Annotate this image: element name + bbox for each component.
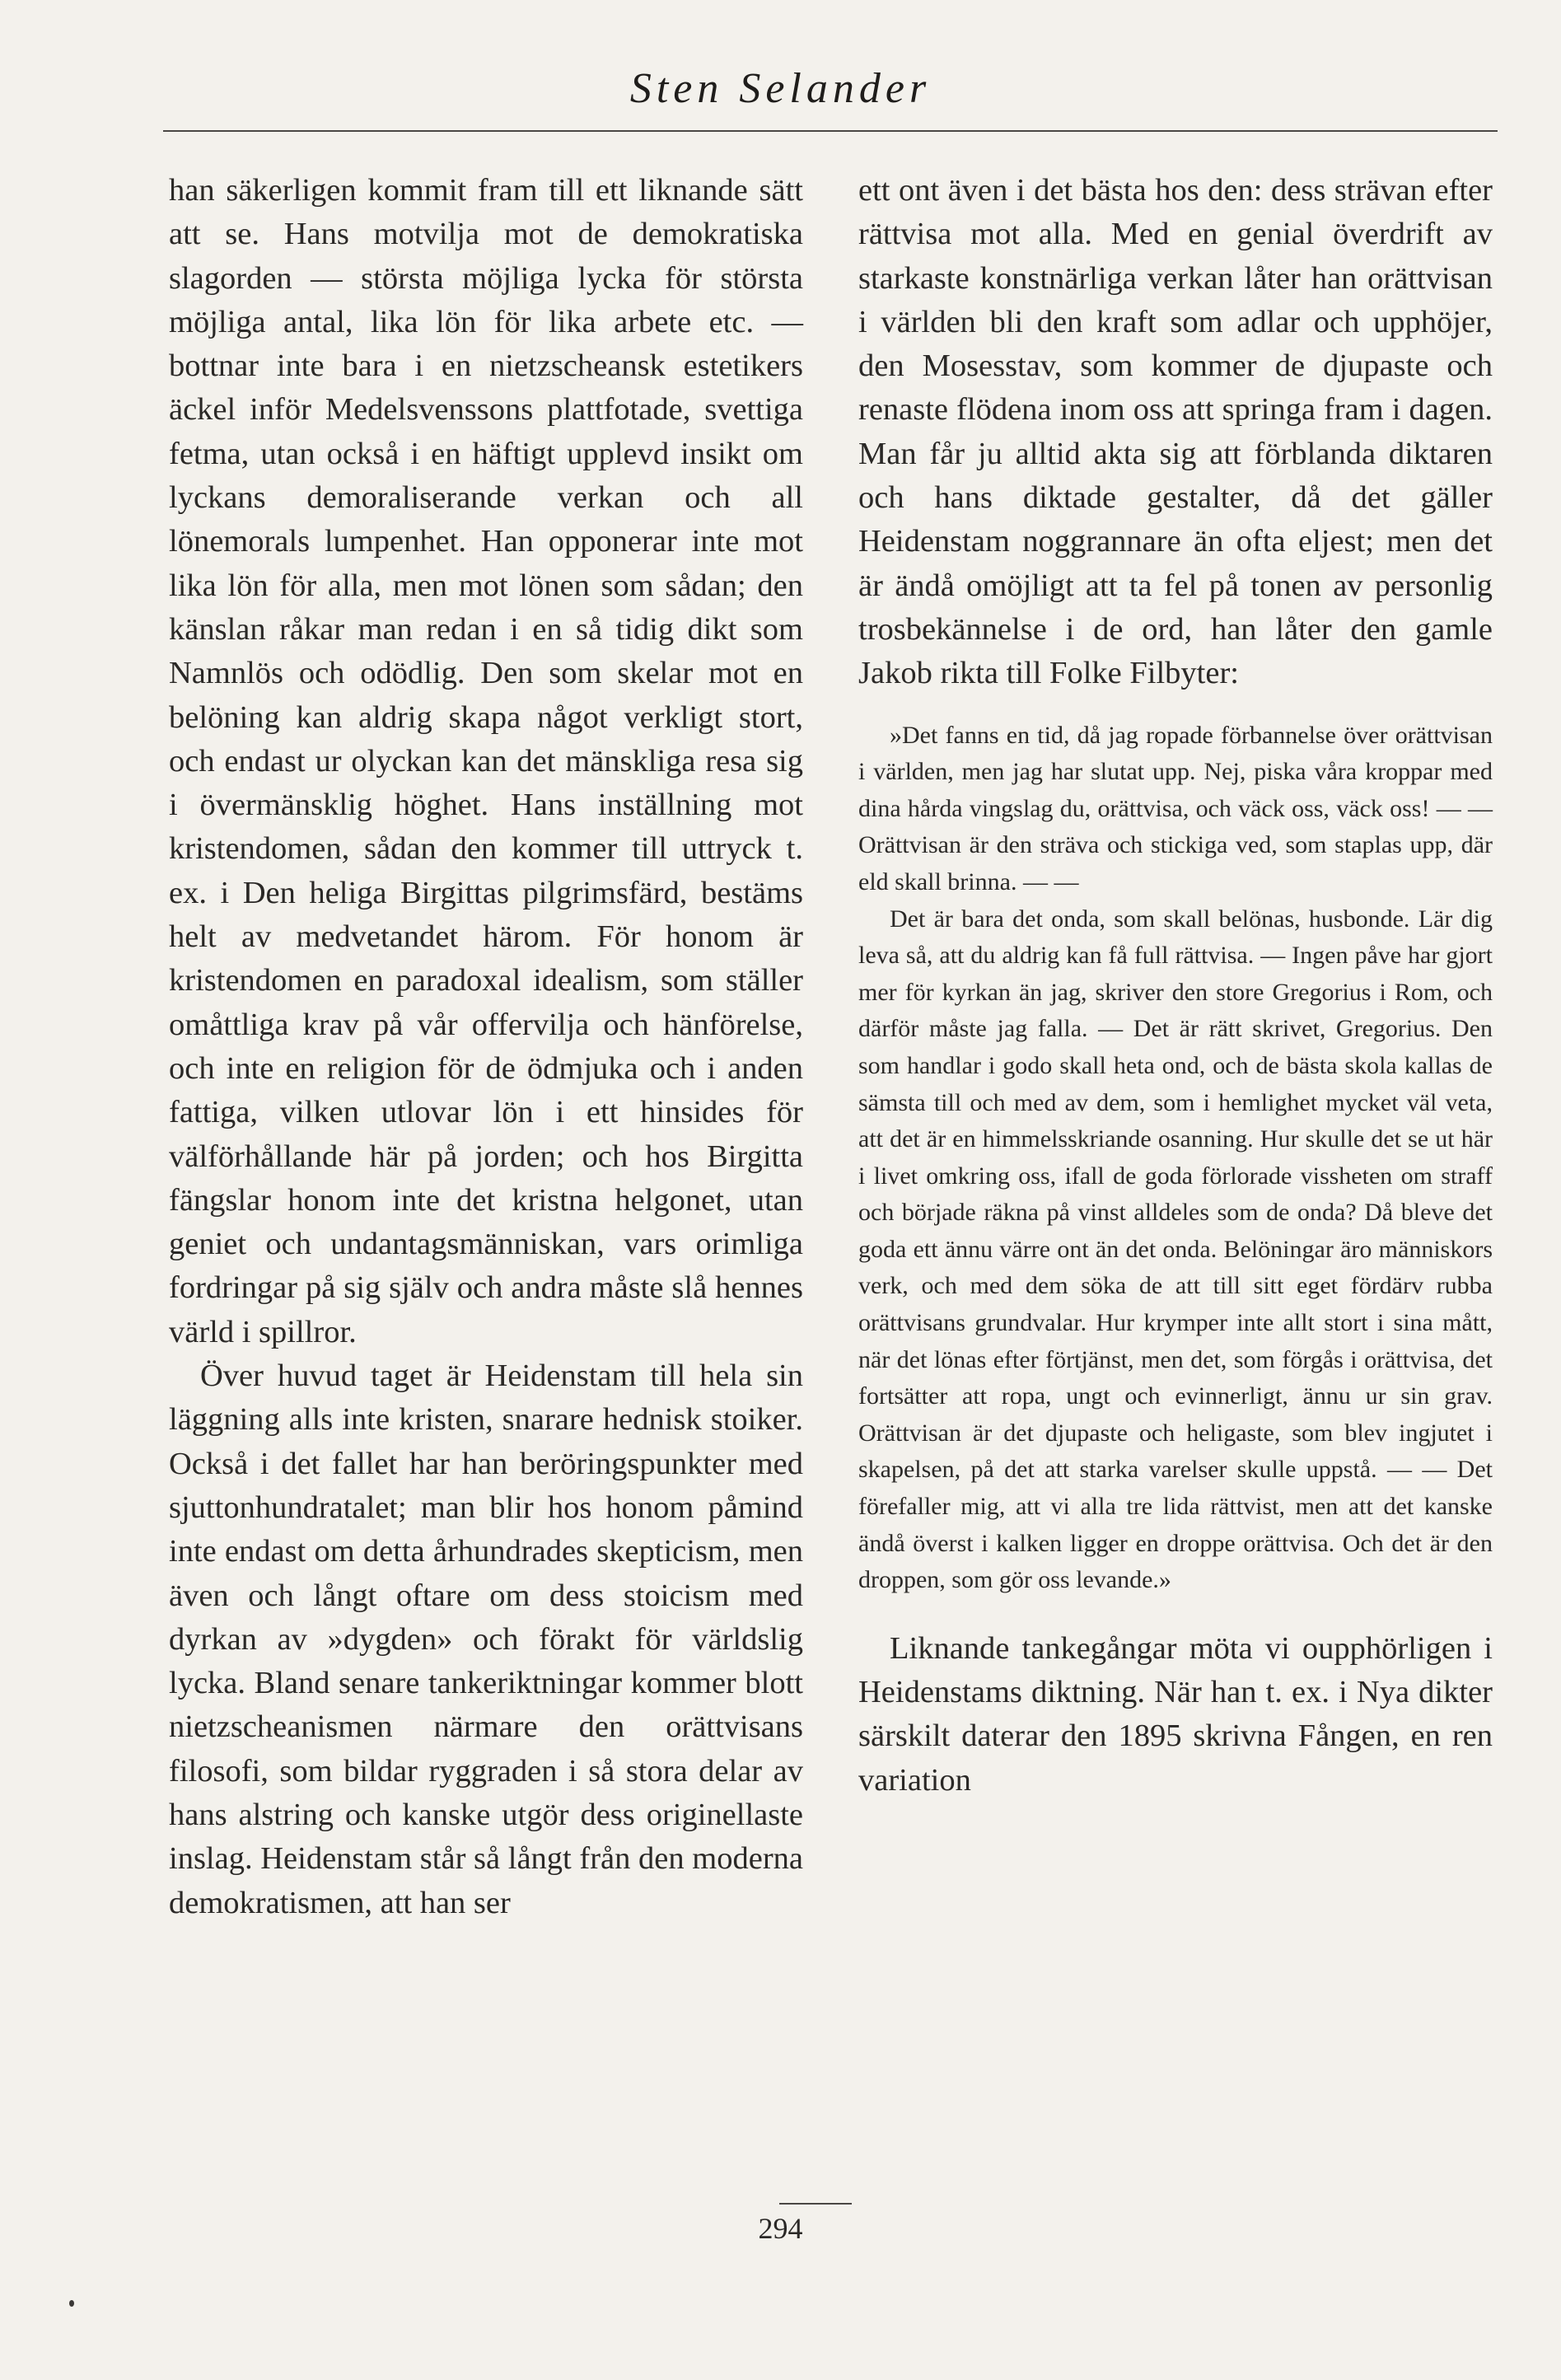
header-rule: [163, 130, 1498, 132]
quote-paragraph-2: Det är bara det onda, som skall belönas, husbonde. Lär dig leva så, att du aldrig kan få full rättvisa. — Ingen påve har gjort mer för kyrkan än jag, skriver den store Gregorius i Rom, och därför måste jag falla. — Det är rätt skrivet, Gregorius. Den som handlar i godo skall heta ond, och de bästa skola kallas de sämsta till och med av dem, som i hemlighet mycket väl veta, att det är en himmelsskriande osanning. Hur skulle det se ut här i livet omkring oss, ifall de goda förlorade vissheten om straff och började räkna på vinst alldeles som de onda? Då bleve det goda ett ännu värre ont än det onda. Belöningar äro människors verk, och med dem söka de att till sitt eget fördärv rubba orättvisans grundvalar. Hur krymper inte allt stort i sina mått, när det lönas efter förtjänst, men det, som förgås i orättvisa, det fortsätter att ropa, ungt och evinnerligt, ännu ur sin grav. Orättvisan är det djupaste och heligaste, som blev ingjutet i skapelsen, på det att starka varelser skulle uppstå. — — Det förefaller mig, att vi alla tre lida rättvist, men att det kanske ändå överst i kalken ligger en droppe orättvisa. Och det är den droppen, som gör oss levande.»: [858, 905, 1493, 1594]
running-header: Sten Selander: [629, 65, 932, 112]
left-column: [169, 169, 803, 1925]
quote-paragraph-1: »Det fanns en tid, då jag ropade förbannelse över orättvisan i världen, men jag har slutat upp. Nej, piska våra kroppar med dina hårda vingslag du, orättvisa, och väck oss, väck oss! — — Orättvisan är den sträva och stickiga ved, som staplas upp, där eld skall brinna. — —: [858, 721, 1493, 895]
right-closing-paragraph: Liknande tankegångar möta vi oupphörligen i Heidenstams diktning. När han t. ex. i Nya dikter särskilt daterar den 1895 skrivna Fången, en ren variation: [858, 1630, 1493, 1798]
block-quote: [858, 718, 1493, 1599]
right-intro-paragraph: ett ont även i det bästa hos den: dess strävan efter rättvisa mot alla. Med en genial överdrift av starkaste konstnärliga verkan låter han orättvisan i världen bli den kraft som adlar och upphöjer, den Mosesstav, som kommer de djupaste och renaste flödena inom oss att springa fram i dagen. Man får ju alltid akta sig att förblanda diktaren och hans diktade gestalter, då det gäller Heidenstam noggrannare än ofta eljest; men det är ändå omöjligt att ta fel på tonen av personlig trosbekännelse i de ord, han låter den gamle Jakob rikta till Folke Filbyter:: [858, 173, 1493, 691]
left-paragraph-1: han säkerligen kommit fram till ett liknande sätt att se. Hans motvilja mot de demokratiska slagorden — största möjliga lycka för största möjliga antal, lika lön för lika arbete etc. — bottnar inte bara i en nietzscheansk estetikers äckel inför Medelsvenssons plattfotade, svettiga fetma, utan också i en häftigt upplevd insikt om lyckans demoraliserande verkan och all lönemorals lumpenhet. Han opponerar inte mot lika lön för alla, men mot lönen som sådan; den känslan råkar man redan i en så tidig dikt som Namnlös och odödlig. Den som skelar mot en belöning kan aldrig skapa något verkligt stort, och endast ur olyckan kan det mänskliga resa sig i övermänsklig höghet. Hans inställning mot kristendomen, sådan den kommer till uttryck t. ex. i Den heliga Birgittas pilgrimsfärd, bestäms helt av medvetandet härom. För honom är kristendomen en paradoxal idealism, som ställer omåttliga krav på vår offervilja och hänförelse, och inte en religion för de ödmjuka och i anden fattiga, vilken utlovar lön i ett hinsides för välförhållande här på jorden; och hos Birgitta fängslar honom inte det kristna helgonet, utan geniet och undantagsmänniskan, vars orimliga fordringar på sig själv och andra måste slå hennes värld i spillror.: [169, 173, 803, 1349]
page-number-rule: [779, 2203, 852, 2205]
left-paragraph-2: Över huvud taget är Heidenstam till hela sin läggning alls inte kristen, snarare hednisk stoiker. Också i det fallet har han beröringspunkter med sjuttonhundratalet; man blir hos honom påmind inte endast om detta århundrades skepticism, men även och långt oftare om dess stoicism med dyrkan av »dygden» och förakt för världslig lycka. Bland senare tankeriktningar kommer blott nietzscheanismen närmare den orättvisans filosofi, som bildar ryggraden i så stora delar av hans alstring och kanske utgör dess originellaste inslag. Heidenstam står så långt från den moderna demokratismen, att han ser: [169, 1358, 803, 1920]
page-number: 294: [758, 2212, 803, 2245]
paper-speck: [69, 2300, 74, 2307]
right-column: [858, 169, 1493, 1803]
